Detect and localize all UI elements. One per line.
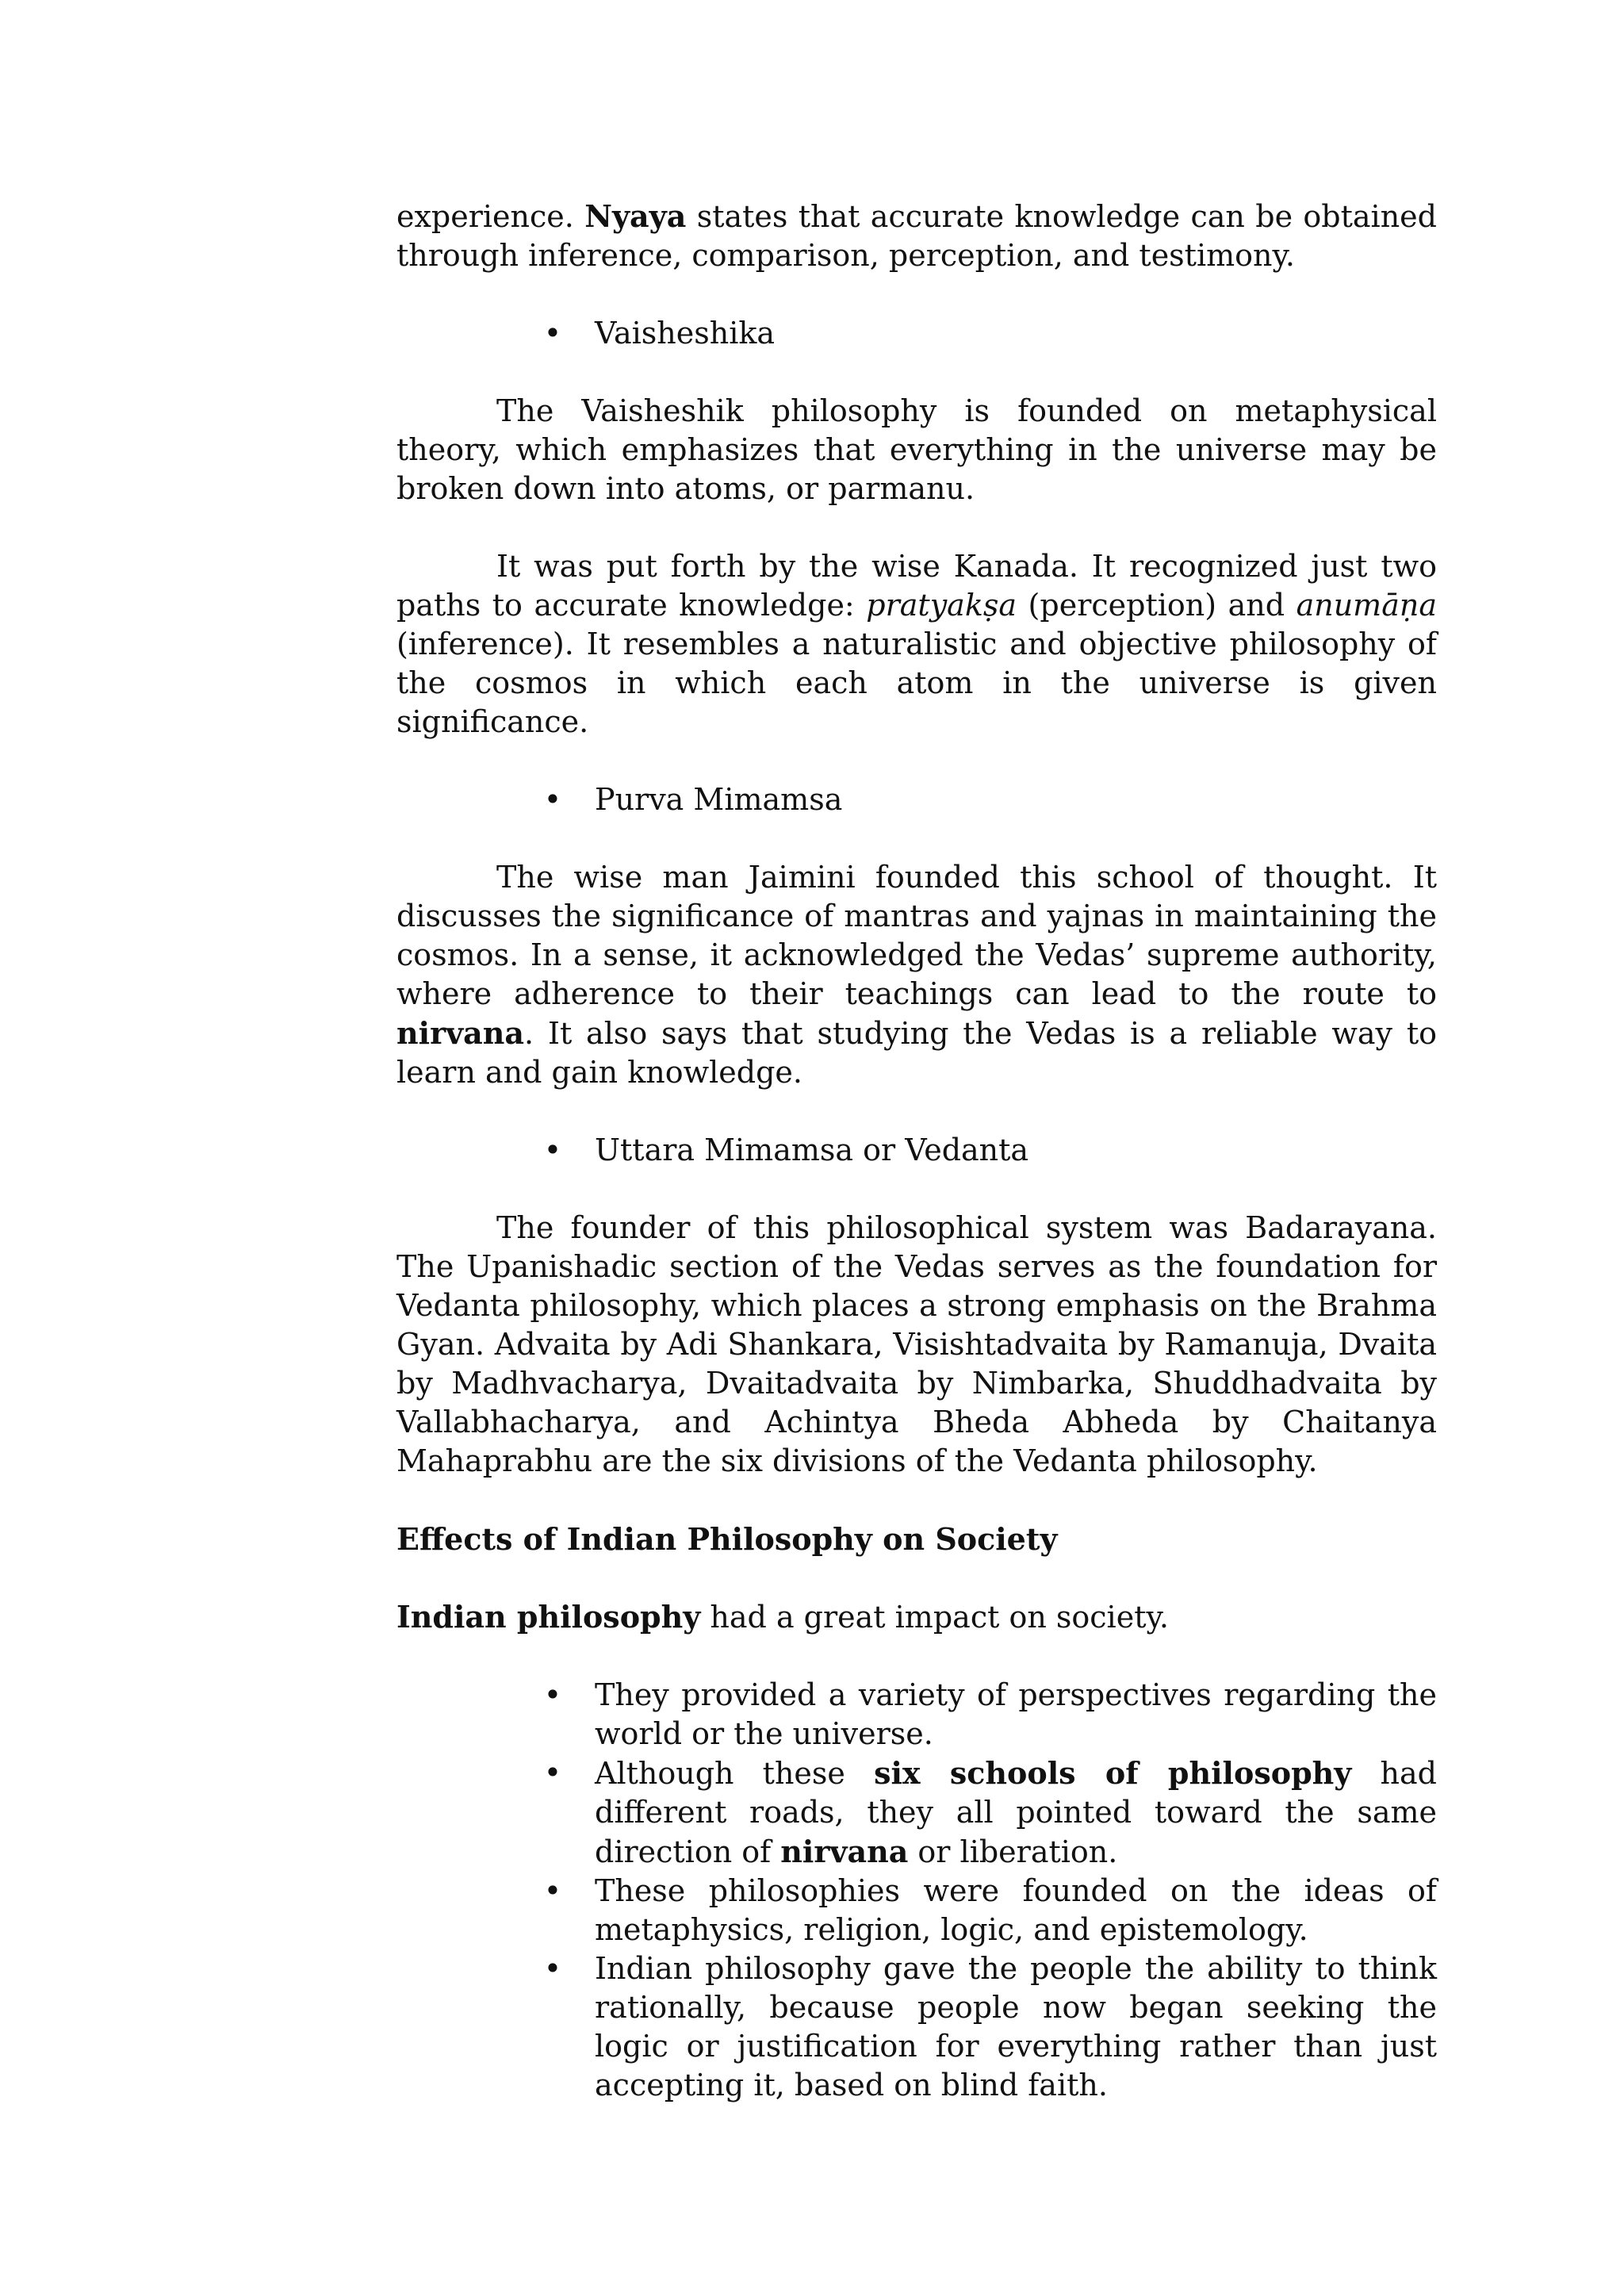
list-item-text: or liberation. — [908, 1834, 1118, 1869]
list-item-text: had different roads, they all pointed toward the same direction of — [595, 1756, 1437, 1869]
intro-text: experience. — [396, 199, 585, 234]
vaisheshika-text-e: (inference). It resembles a naturalistic and objective philosophy of the cosmos in which each atom in the universe is given significance. — [396, 627, 1437, 739]
bullet-icon: • — [543, 1677, 562, 1712]
purva-text-a: The wise man Jaimini founded this school of thought. It discusses the significance of mantras and yajnas in maintaining the cosmos. In a sense, it acknowledged the Vedas’ supreme authority, where adherence to their teachings can lead to the route to — [396, 860, 1437, 1011]
nirvana-term: nirvana — [396, 1015, 525, 1051]
vaisheshika-paragraph-1: The Vaisheshik philosophy is founded on metaphysical theory, which emphasizes that everything in the universe may be broken down into atoms, or parmanu. — [396, 393, 1437, 506]
six-schools-term: six schools of philosophy — [874, 1755, 1352, 1791]
indian-philosophy-term: Indian philosophy — [396, 1599, 701, 1635]
list-item — [543, 1754, 1437, 1872]
vaisheshika-text-c: (perception) and — [1017, 588, 1297, 623]
pratyaksa-term: pratyakṣa — [866, 588, 1017, 623]
purva-mimamsa-heading — [396, 780, 1437, 819]
bullet-icon: • — [543, 782, 562, 817]
vaisheshika-paragraph-2 — [396, 547, 1437, 742]
uttara-mimamsa-heading — [396, 1131, 1437, 1170]
effects-section-heading: Effects of Indian Philosophy on Society — [396, 1521, 1058, 1557]
effects-lead-paragraph — [396, 1597, 1437, 1637]
effects-bullet-list — [396, 1676, 1437, 2105]
nyaya-term: Nyaya — [584, 198, 687, 234]
purva-mimamsa-paragraph — [396, 858, 1437, 1092]
bullet-icon: • — [543, 1951, 562, 1986]
list-item-text: Although these — [595, 1756, 875, 1791]
anumana-term: anumāṇa — [1296, 588, 1437, 623]
list-item — [543, 1676, 1437, 1754]
list-item-text: These philosophies were founded on the ideas of metaphysics, religion, logic, and epistemology. — [595, 1873, 1437, 1947]
list-item — [543, 1872, 1437, 1949]
purva-mimamsa-heading-text: Purva Mimamsa — [595, 782, 843, 817]
document-page — [396, 197, 1437, 2105]
bullet-icon: • — [543, 1873, 562, 1908]
vaisheshika-heading-text: Vaisheshika — [595, 316, 776, 351]
list-item — [543, 1949, 1437, 2105]
purva-text-c: . It also says that studying the Vedas is a reliable way to learn and gain knowledge. — [396, 1016, 1437, 1090]
intro-text-rest: states that accurate knowledge can be obtained through inference, comparison, perception, and testimony. — [396, 199, 1437, 273]
bullet-icon: • — [543, 316, 562, 351]
nirvana-term: nirvana — [780, 1834, 909, 1869]
uttara-mimamsa-paragraph: The founder of this philosophical system was Badarayana. The Upanishadic section of the Vedas serves as the foundation for Vedanta philosophy, which places a strong emphasis on the Brahma Gyan. Advaita by Adi Shankara, Visishtadvaita by Ramanuja, Dvaita by Madhvacharya, Dvaitadvaita by Nimbarka, Shuddhadvaita by Vallabhacharya, and Achintya Bheda Abheda by Chaitanya Mahaprabhu are the six divisions of the Vedanta philosophy. — [396, 1210, 1437, 1478]
bullet-icon: • — [543, 1755, 562, 1790]
vaisheshika-heading — [396, 314, 1437, 353]
bullet-icon: • — [543, 1133, 562, 1167]
effects-lead-text: had a great impact on society. — [700, 1600, 1169, 1635]
vaisheshika-text-a: It was put forth by the wise Kanada. It recognized just two paths to accurate knowledge: — [396, 549, 1437, 623]
list-item-text: They provided a variety of perspectives regarding the world or the universe. — [595, 1677, 1437, 1751]
list-item-text: Indian philosophy gave the people the ability to think rationally, because people now began seeking the logic or justification for everything rather than just accepting it, based on blind faith. — [595, 1951, 1437, 2102]
uttara-mimamsa-heading-text: Uttara Mimamsa or Vedanta — [595, 1133, 1029, 1167]
intro-paragraph — [396, 197, 1437, 275]
